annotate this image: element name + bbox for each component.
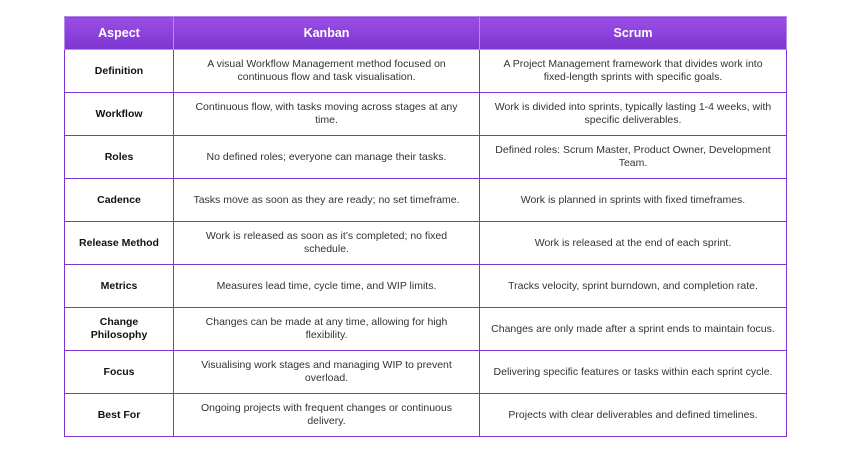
kanban-cell: No defined roles; everyone can manage their tasks. (174, 136, 480, 179)
kanban-cell: Continuous flow, with tasks moving across stages at any time. (174, 93, 480, 136)
kanban-vs-scrum-table (64, 16, 787, 437)
table-row (65, 93, 787, 136)
kanban-cell: Measures lead time, cycle time, and WIP limits. (174, 265, 480, 308)
header-aspect: Aspect (65, 17, 174, 50)
aspect-cell: Definition (65, 50, 174, 93)
scrum-cell: A Project Management framework that divides work into fixed-length sprints with specific goals. (480, 50, 787, 93)
aspect-cell: Roles (65, 136, 174, 179)
aspect-cell: Cadence (65, 179, 174, 222)
kanban-cell: A visual Workflow Management method focused on continuous flow and task visualisation. (174, 50, 480, 93)
scrum-cell: Delivering specific features or tasks within each sprint cycle. (480, 351, 787, 394)
scrum-cell: Changes are only made after a sprint ends to maintain focus. (480, 308, 787, 351)
kanban-cell: Changes can be made at any time, allowing for high flexibility. (174, 308, 480, 351)
kanban-cell: Visualising work stages and managing WIP to prevent overload. (174, 351, 480, 394)
kanban-cell: Tasks move as soon as they are ready; no set timeframe. (174, 179, 480, 222)
table-row (65, 394, 787, 437)
table-row (65, 222, 787, 265)
table-row (65, 136, 787, 179)
scrum-cell: Defined roles: Scrum Master, Product Owner, Development Team. (480, 136, 787, 179)
aspect-cell: Release Method (65, 222, 174, 265)
kanban-cell: Ongoing projects with frequent changes or continuous delivery. (174, 394, 480, 437)
kanban-cell: Work is released as soon as it’s completed; no fixed schedule. (174, 222, 480, 265)
table-row (65, 179, 787, 222)
table-body (65, 50, 787, 437)
aspect-cell: Change Philosophy (65, 308, 174, 351)
scrum-cell: Projects with clear deliverables and defined timelines. (480, 394, 787, 437)
scrum-cell: Tracks velocity, sprint burndown, and completion rate. (480, 265, 787, 308)
table-header (65, 17, 787, 50)
comparison-table-container (64, 16, 786, 437)
scrum-cell: Work is divided into sprints, typically lasting 1-4 weeks, with specific deliverables. (480, 93, 787, 136)
aspect-cell: Focus (65, 351, 174, 394)
aspect-cell: Metrics (65, 265, 174, 308)
table-row (65, 351, 787, 394)
table-row (65, 308, 787, 351)
table-row (65, 265, 787, 308)
header-scrum: Scrum (480, 17, 787, 50)
header-kanban: Kanban (174, 17, 480, 50)
scrum-cell: Work is released at the end of each sprint. (480, 222, 787, 265)
aspect-cell: Workflow (65, 93, 174, 136)
header-row (65, 17, 787, 50)
scrum-cell: Work is planned in sprints with fixed timeframes. (480, 179, 787, 222)
table-row (65, 50, 787, 93)
aspect-cell: Best For (65, 394, 174, 437)
